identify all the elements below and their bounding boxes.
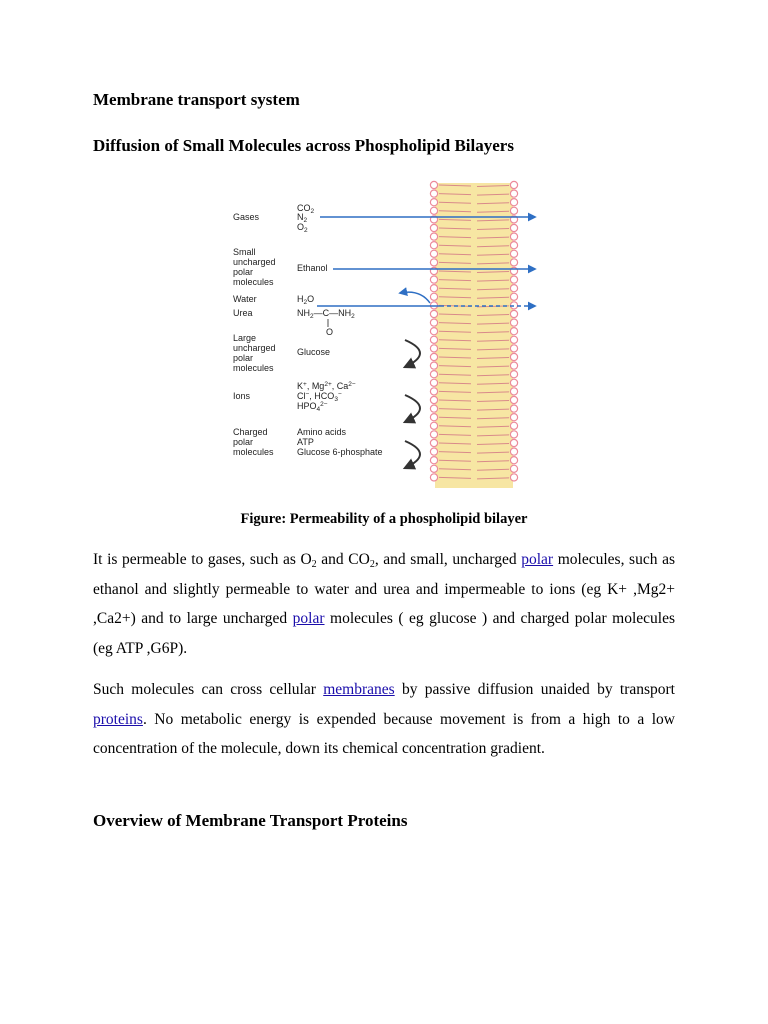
link-membranes[interactable]: membranes bbox=[323, 681, 395, 698]
lipid-head bbox=[430, 362, 437, 369]
lipid-head bbox=[430, 224, 437, 231]
lipid-head bbox=[430, 465, 437, 472]
glucose-bounce-arrow bbox=[405, 340, 420, 367]
lipid-head bbox=[430, 199, 437, 206]
lipid-head bbox=[510, 414, 517, 421]
lipid-head bbox=[430, 336, 437, 343]
lipid-head bbox=[430, 328, 437, 335]
lipid-head bbox=[510, 276, 517, 283]
ions-bounce-arrow bbox=[405, 395, 420, 422]
lipid-head bbox=[510, 199, 517, 206]
category-large-uncharged-2: uncharged bbox=[233, 343, 276, 353]
lipid-head bbox=[430, 396, 437, 403]
molecule-urea-oxygen: O bbox=[326, 327, 334, 337]
paragraph-permeability: It is permeable to gases, such as $O_2$ and $CO_2$, and small, uncharged polar molecules, such as ethanol and slightly permeable to water and urea and impermeable to ions (eg K+ ,Mg2+ ,Ca2+) and to large uncharged polar molecules ( eg glucose ) and charged polar molecules (eg ATP ,G6P). bbox=[93, 551, 675, 657]
lipid-head bbox=[510, 293, 517, 300]
category-small-uncharged-3: polar bbox=[233, 267, 254, 277]
lipid-head bbox=[430, 345, 437, 352]
lipid-head bbox=[430, 276, 437, 283]
molecule-o2: $O_2$ bbox=[297, 222, 308, 234]
paragraph-passive-diffusion: Such molecules can cross cellular membranes by passive diffusion unaided by transport proteins. No metabolic energy is expended because movement is from a high to a low concentration of the molecule, down its chemical concentration gradient. bbox=[93, 681, 675, 757]
lipid-head bbox=[430, 431, 437, 438]
lipid-head bbox=[430, 190, 437, 197]
category-large-uncharged-1: Large bbox=[233, 333, 257, 343]
molecule-water: $H_2O$ bbox=[297, 294, 315, 306]
lipid-head bbox=[510, 379, 517, 386]
lipid-head bbox=[430, 457, 437, 464]
lipid-head bbox=[430, 379, 437, 386]
category-small-uncharged-4: molecules bbox=[233, 277, 274, 287]
lipid-head bbox=[430, 448, 437, 455]
lipid-head bbox=[430, 353, 437, 360]
lipid-head bbox=[510, 388, 517, 395]
category-small-uncharged-2: uncharged bbox=[233, 257, 276, 267]
lipid-head bbox=[430, 422, 437, 429]
lipid-head bbox=[510, 233, 517, 240]
category-gases: Gases bbox=[233, 212, 260, 222]
category-large-uncharged-4: molecules bbox=[233, 363, 274, 373]
lipid-head bbox=[430, 310, 437, 317]
lipid-head bbox=[510, 181, 517, 188]
molecule-n2: $N_2$ bbox=[297, 212, 308, 224]
category-urea: Urea bbox=[233, 308, 253, 318]
link-polar-2[interactable]: polar bbox=[292, 610, 325, 627]
lipid-head bbox=[510, 439, 517, 446]
lipid-head bbox=[510, 336, 517, 343]
lipid-head bbox=[430, 414, 437, 421]
molecule-ions-line2: Cl−, $HCO_3^-$ bbox=[297, 391, 342, 403]
lipid-head bbox=[430, 259, 437, 266]
lipid-head bbox=[430, 319, 437, 326]
lipid-head bbox=[430, 181, 437, 188]
lipid-head bbox=[510, 285, 517, 292]
heading-overview-transport-proteins: Overview of Membrane Transport Proteins bbox=[93, 811, 408, 830]
lipid-head bbox=[430, 439, 437, 446]
lipid-head bbox=[510, 353, 517, 360]
molecule-glucose: Glucose bbox=[297, 347, 331, 357]
lipid-head bbox=[430, 233, 437, 240]
lipid-head bbox=[510, 224, 517, 231]
lipid-head bbox=[510, 345, 517, 352]
lipid-head bbox=[510, 242, 517, 249]
lipid-head bbox=[510, 431, 517, 438]
lipid-head bbox=[430, 293, 437, 300]
lipid-head bbox=[430, 474, 437, 481]
bilayer-permeability-figure bbox=[225, 175, 545, 493]
lipid-head bbox=[510, 319, 517, 326]
lipid-head bbox=[510, 405, 517, 412]
lipid-head bbox=[510, 448, 517, 455]
lipid-head bbox=[510, 396, 517, 403]
category-charged-3: molecules bbox=[233, 447, 274, 457]
lipid-head bbox=[430, 405, 437, 412]
category-charged-1: Charged bbox=[233, 427, 268, 437]
category-charged-2: polar bbox=[233, 437, 254, 447]
lipid-head bbox=[510, 328, 517, 335]
molecule-amino-acids: Amino acids bbox=[297, 427, 347, 437]
link-polar-1[interactable]: polar bbox=[521, 551, 554, 568]
category-ions: Ions bbox=[233, 391, 251, 401]
category-water: Water bbox=[233, 294, 257, 304]
lipid-head bbox=[510, 474, 517, 481]
molecule-ethanol: Ethanol bbox=[297, 263, 328, 273]
lipid-head bbox=[510, 457, 517, 464]
lipid-head bbox=[430, 388, 437, 395]
lipid-head bbox=[510, 371, 517, 378]
category-large-uncharged-3: polar bbox=[233, 353, 254, 363]
category-small-uncharged-1: Small bbox=[233, 247, 256, 257]
link-proteins[interactable]: proteins bbox=[93, 710, 143, 728]
lipid-head bbox=[510, 207, 517, 214]
lipid-head bbox=[430, 207, 437, 214]
lipid-head bbox=[510, 310, 517, 317]
lipid-head bbox=[510, 362, 517, 369]
lipid-head bbox=[510, 465, 517, 472]
molecule-atp: ATP bbox=[297, 437, 314, 447]
molecule-urea: $NH_2—C—NH_2$ bbox=[297, 308, 355, 320]
lipid-head bbox=[510, 422, 517, 429]
lipid-head bbox=[510, 250, 517, 257]
lipid-head bbox=[430, 242, 437, 249]
molecule-labels bbox=[297, 203, 383, 457]
molecule-ions-line3: $HPO_4^{2-}$ bbox=[297, 401, 328, 413]
lipid-head bbox=[430, 371, 437, 378]
lipid-head bbox=[430, 285, 437, 292]
category-labels bbox=[233, 212, 276, 457]
molecule-ions-line1: K+, $Mg^{2+}$, $Ca^{2-}$ bbox=[297, 381, 356, 391]
molecule-glucose-6-phosphate: Glucose 6-phosphate bbox=[297, 447, 383, 457]
figure-caption: Figure: Permeability of a phospholipid bilayer bbox=[240, 511, 528, 527]
molecule-co2: $CO_2$ bbox=[297, 203, 315, 215]
charged-bounce-arrow bbox=[405, 441, 420, 468]
lipid-head bbox=[430, 250, 437, 257]
heading-diffusion: Diffusion of Small Molecules across Phospholipid Bilayers bbox=[93, 136, 514, 155]
lipid-head bbox=[510, 190, 517, 197]
lipid-head bbox=[510, 259, 517, 266]
heading-membrane-transport-system: Membrane transport system bbox=[93, 90, 300, 109]
water-bounce-arrow bbox=[400, 292, 430, 303]
